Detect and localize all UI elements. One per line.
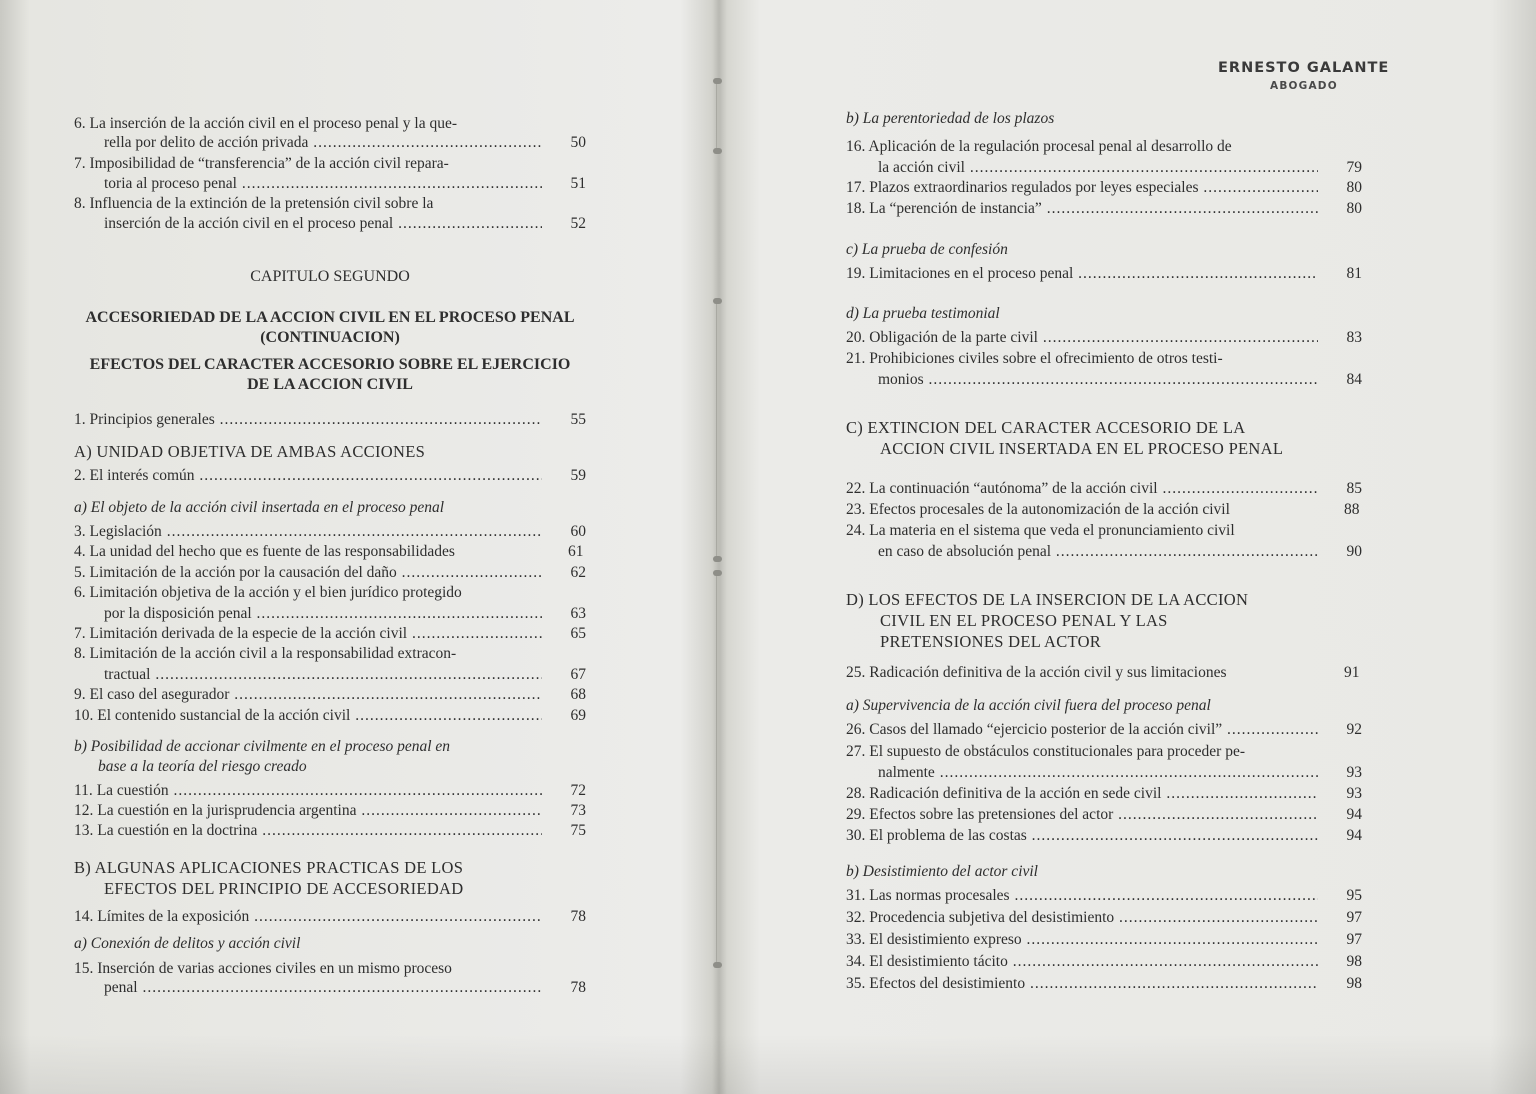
page-number: 78 <box>570 908 586 925</box>
page-number: 79 <box>1346 159 1362 176</box>
chapter-title: (CONTINUACION) <box>260 329 400 346</box>
toc-entry: 23. Efectos procesales de la autonomización de la acción civil <box>846 501 1230 518</box>
toc-entry: 8. Influencia de la extinción de la pretensión civil sobre la <box>74 195 434 212</box>
subsection-heading: a) El objeto de la acción civil insertada en el proceso penal <box>74 499 445 516</box>
toc-entry: 10. El contenido sustancial de la acción civil ..... 69 <box>74 706 586 726</box>
letterhead-name: ERNESTO GALANTE <box>1218 60 1390 76</box>
toc-entry: 15. Inserción de varias acciones civiles en un mismo proceso <box>74 960 452 977</box>
toc-entry: 16. Aplicación de la regulación procesal penal al desarrollo de <box>846 138 1232 155</box>
chapter-title: ACCESORIEDAD DE LA ACCION CIVIL EN EL PROCESO PENAL <box>85 309 575 326</box>
page-number: 90 <box>1346 543 1362 560</box>
toc-entry: 14. Límites de la exposición ..... 78 <box>74 907 586 927</box>
page-number: 61 <box>568 543 584 560</box>
letterhead-subtitle: ABOGADO <box>1270 80 1338 92</box>
toc-entry: 33. El desistimiento expreso ..... 97 <box>846 930 1362 950</box>
toc-entry: 9. El caso del asegurador ..... 68 <box>74 685 586 705</box>
stitch-hole <box>713 556 722 562</box>
page-number: 85 <box>1346 480 1362 497</box>
section-heading: CIVIL EN EL PROCESO PENAL Y LAS <box>880 611 1168 630</box>
toc-entry: inserción de la acción civil en el proceso penal ..... 52 <box>104 214 586 234</box>
page-number: 80 <box>1346 200 1362 217</box>
stitch-hole <box>713 78 722 84</box>
toc-entry: 34. El desistimiento tácito ..... 98 <box>846 952 1362 972</box>
toc-entry: 12. La cuestión en la jurisprudencia argentina ..... 73 <box>74 801 586 821</box>
section-heading: PRETENSIONES DEL ACTOR <box>880 632 1102 651</box>
toc-entry: toria al proceso penal ..... 51 <box>104 174 586 194</box>
page-number: 69 <box>570 707 586 724</box>
page-number: 55 <box>570 411 586 428</box>
toc-entry: por la disposición penal ..... 63 <box>104 604 586 624</box>
page-number: 59 <box>570 467 586 484</box>
toc-entry: 25. Radicación definitiva de la acción civil y sus limitaciones <box>846 664 1227 681</box>
page-number: 97 <box>1346 931 1362 948</box>
toc-entry: 21. Prohibiciones civiles sobre el ofrecimiento de otros testi- <box>846 350 1223 367</box>
page-number: 98 <box>1346 953 1362 970</box>
subsection-heading: a) Conexión de delitos y acción civil <box>74 935 301 952</box>
page-number: 68 <box>570 686 586 703</box>
toc-entry: 8. Limitación de la acción civil a la responsabilidad extracon- <box>74 645 457 662</box>
toc-entry: 30. El problema de las costas ..... 94 <box>846 826 1362 846</box>
toc-entry: 24. La materia en el sistema que veda el pronunciamiento civil <box>846 522 1235 539</box>
toc-entry: 4. La unidad del hecho que es fuente de las responsabilidades <box>74 543 455 560</box>
stitch-hole <box>713 148 722 154</box>
toc-entry: 7. Limitación derivada de la especie de la acción civil ..... 65 <box>74 624 586 644</box>
toc-entry: 32. Procedencia subjetiva del desistimiento ..... 97 <box>846 908 1362 928</box>
toc-entry: tractual ..... 67 <box>104 665 586 685</box>
toc-entry: 5. Limitación de la acción por la causación del daño ..... 62 <box>74 563 586 583</box>
toc-entry: monios ..... 84 <box>878 370 1362 390</box>
toc-entry: 3. Legislación ..... 60 <box>74 522 586 542</box>
page-number: 91 <box>1344 664 1360 681</box>
page-number: 63 <box>570 605 586 622</box>
toc-entry: 28. Radicación definitiva de la acción en sede civil ..... 93 <box>846 784 1362 804</box>
page-number: 73 <box>570 802 586 819</box>
page-number: 67 <box>570 666 586 683</box>
section-heading: A) UNIDAD OBJETIVA DE AMBAS ACCIONES <box>74 442 426 461</box>
toc-entry: nalmente ..... 93 <box>878 763 1362 783</box>
page-number: 65 <box>570 625 586 642</box>
page-number: 52 <box>570 215 586 232</box>
stitch-hole <box>713 298 722 304</box>
toc-entry: 6. Limitación objetiva de la acción y el bien jurídico protegido <box>74 584 462 601</box>
page-number: 98 <box>1346 975 1362 992</box>
page-number: 84 <box>1346 371 1362 388</box>
page-number: 72 <box>570 782 586 799</box>
chapter-subtitle: DE LA ACCION CIVIL <box>247 376 413 393</box>
toc-entry: 7. Imposibilidad de “transferencia” de la acción civil repara- <box>74 155 449 172</box>
toc-entry: 19. Limitaciones en el proceso penal ..... 81 <box>846 264 1362 284</box>
binding-thread <box>716 572 720 964</box>
page-shadow <box>0 1034 1536 1094</box>
toc-entry: rella por delito de acción privada ..... 50 <box>104 133 586 153</box>
page-number: 93 <box>1346 785 1362 802</box>
section-heading: C) EXTINCION DEL CARACTER ACCESORIO DE LA <box>846 418 1246 437</box>
page-number: 80 <box>1346 179 1362 196</box>
page-number: 62 <box>570 564 586 581</box>
subsection-heading: d) La prueba testimonial <box>846 305 1000 322</box>
toc-entry: 27. El supuesto de obstáculos constitucionales para proceder pe- <box>846 743 1246 760</box>
page-number: 93 <box>1346 764 1362 781</box>
toc-entry: 11. La cuestión ..... 72 <box>74 781 586 801</box>
page-number: 83 <box>1346 329 1362 346</box>
subsection-heading: b) La perentoriedad de los plazos <box>846 110 1055 127</box>
page-number: 60 <box>570 523 586 540</box>
toc-entry: 31. Las normas procesales ..... 95 <box>846 886 1362 906</box>
page-number: 50 <box>570 134 586 151</box>
subsection-heading: c) La prueba de confesión <box>846 241 1008 258</box>
toc-entry: la acción civil ..... 79 <box>878 158 1362 178</box>
chapter-heading: CAPITULO SEGUNDO <box>250 268 410 285</box>
page-number: 78 <box>570 979 586 996</box>
toc-entry: 13. La cuestión en la doctrina ..... 75 <box>74 821 586 841</box>
section-heading: EFECTOS DEL PRINCIPIO DE ACCESORIEDAD <box>104 879 464 898</box>
section-heading: D) LOS EFECTOS DE LA INSERCION DE LA ACCION <box>846 590 1249 609</box>
toc-entry: 35. Efectos del desistimiento ..... 98 <box>846 974 1362 994</box>
subsection-heading: b) Desistimiento del actor civil <box>846 863 1038 880</box>
binding-thread <box>716 300 720 558</box>
section-heading: ACCION CIVIL INSERTADA EN EL PROCESO PENAL <box>880 439 1284 458</box>
toc-entry: 29. Efectos sobre las pretensiones del actor ..... 94 <box>846 805 1362 825</box>
page-number: 97 <box>1346 909 1362 926</box>
toc-entry: en caso de absolución penal ..... 90 <box>878 542 1362 562</box>
subsection-heading: a) Supervivencia de la acción civil fuera del proceso penal <box>846 697 1211 714</box>
toc-entry: 1. Principios generales ..... 55 <box>74 410 586 430</box>
page-number: 51 <box>570 175 586 192</box>
section-heading: B) ALGUNAS APLICACIONES PRACTICAS DE LOS <box>74 858 464 877</box>
page-number: 94 <box>1346 806 1362 823</box>
stitch-hole <box>713 962 722 968</box>
toc-entry: 2. El interés común ..... 59 <box>74 466 586 486</box>
page-number: 92 <box>1346 721 1362 738</box>
page-number: 88 <box>1344 501 1360 518</box>
page-number: 81 <box>1346 265 1362 282</box>
chapter-subtitle: EFECTOS DEL CARACTER ACCESORIO SOBRE EL EJERCICIO <box>89 356 571 373</box>
toc-entry: penal ..... 78 <box>104 978 586 998</box>
toc-entry: 17. Plazos extraordinarios regulados por leyes especiales ..... 80 <box>846 178 1362 198</box>
binding-thread <box>716 80 720 150</box>
toc-entry: 20. Obligación de la parte civil ..... 83 <box>846 328 1362 348</box>
subsection-heading: b) Posibilidad de accionar civilmente en el proceso penal en <box>74 738 451 755</box>
stitch-hole <box>713 570 722 576</box>
toc-entry: 18. La “perención de instancia” ..... 80 <box>846 199 1362 219</box>
toc-entry: 26. Casos del llamado “ejercicio posterior de la acción civil” ..... 92 <box>846 720 1362 740</box>
toc-entry: 22. La continuación “autónoma” de la acción civil ..... 85 <box>846 479 1362 499</box>
subsection-heading: base a la teoría del riesgo creado <box>98 758 307 775</box>
toc-entry: 6. La inserción de la acción civil en el proceso penal y la que- <box>74 115 458 132</box>
page-number: 95 <box>1346 887 1362 904</box>
page-number: 94 <box>1346 827 1362 844</box>
page-number: 75 <box>570 822 586 839</box>
